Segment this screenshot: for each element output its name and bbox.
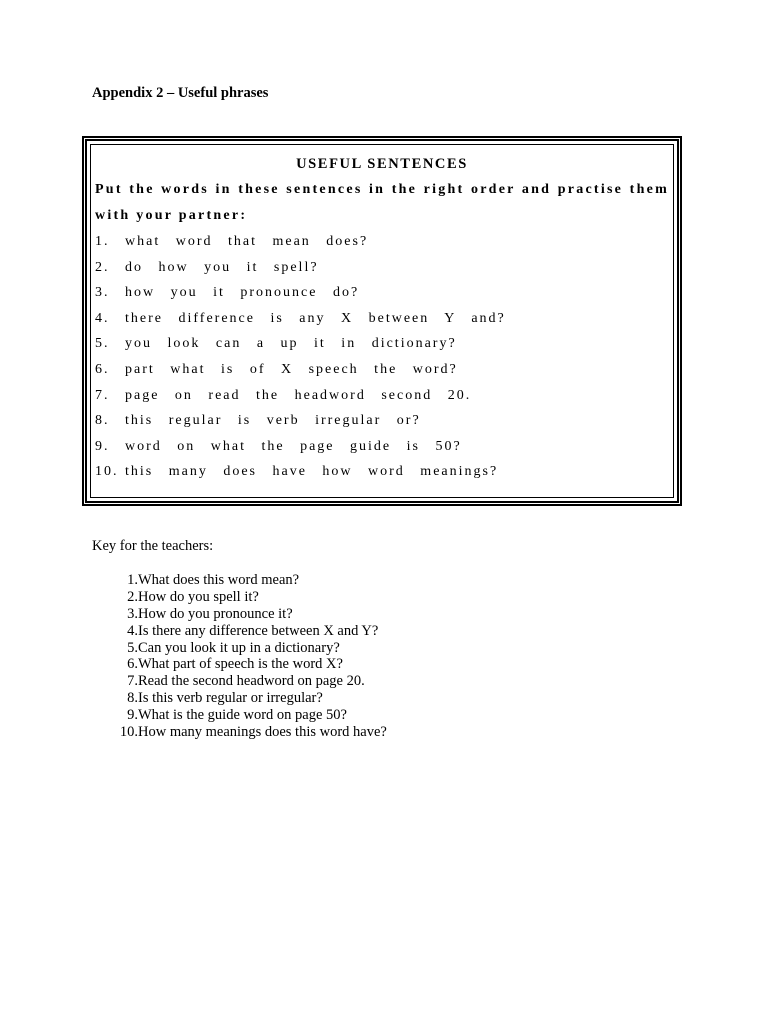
scrambled-sentence [95, 234, 506, 260]
item-text: Read the second headword on page 20. [138, 673, 365, 690]
instruction-line-2: with your partner: [95, 208, 248, 223]
item-text: Is this verb regular or irregular? [138, 690, 323, 707]
item-text: Can you look it up in a dictionary? [138, 639, 340, 656]
item-number: 3. [95, 285, 110, 301]
item-number: 4. [127, 622, 138, 639]
item-number: 6. [127, 656, 138, 673]
scrambled-sentence [95, 413, 506, 439]
item-text: Is there any difference between X and Y? [138, 622, 379, 639]
item-number: 10. [95, 464, 119, 480]
item-text: How do you pronounce it? [138, 605, 293, 622]
item-text: What part of speech is the word X? [138, 656, 343, 673]
scrambled-sentence [95, 311, 506, 337]
item-text: what word that mean does? [125, 234, 369, 249]
item-number: 3. [127, 605, 138, 622]
useful-sentences-box [82, 136, 682, 506]
item-text: there difference is any X between Y and? [125, 310, 506, 326]
scrambled-sentence [95, 464, 506, 490]
page-title: Appendix 2 – Useful phrases [92, 85, 269, 101]
item-number: 8. [95, 413, 110, 429]
item-number: 2. [95, 259, 110, 275]
answer-key-list [112, 572, 387, 741]
item-text: How do you spell it? [138, 588, 259, 605]
instruction-line-1: Put the words in these sentences in the right order and practise them [95, 182, 669, 197]
answer-key-item [112, 707, 387, 724]
item-number: 10. [119, 724, 138, 741]
item-text: word on what the page guide is 50? [125, 438, 462, 454]
item-number: 1. [127, 572, 138, 588]
answer-key-item [112, 724, 387, 741]
item-text: this regular is verb irregular or? [125, 413, 421, 429]
scrambled-sentence [95, 260, 506, 286]
item-number: 4. [95, 310, 110, 326]
answer-key-item [112, 589, 387, 606]
scrambled-sentence [95, 439, 506, 465]
answer-key-item [112, 656, 387, 673]
key-label: Key for the teachers: [92, 538, 214, 554]
item-text: this many does have how word meanings? [125, 464, 499, 480]
scrambled-sentence [95, 388, 506, 414]
item-text: page on read the headword second 20. [125, 387, 472, 403]
item-text: What is the guide word on page 50? [138, 707, 347, 724]
item-text: do how you it spell? [125, 259, 319, 275]
useful-sentences-box-inner [90, 144, 674, 498]
item-text: part what is of X speech the word? [125, 361, 458, 377]
scrambled-sentence [95, 285, 506, 311]
item-number: 5. [95, 336, 110, 352]
item-number: 7. [95, 387, 110, 403]
item-text: What does this word mean? [138, 572, 300, 588]
scrambled-sentence [95, 362, 506, 388]
item-number: 6. [95, 361, 110, 377]
answer-key-item [112, 623, 387, 640]
answer-key-item [112, 640, 387, 657]
answer-key-item [112, 690, 387, 707]
item-text: How many meanings does this word have? [138, 724, 387, 741]
item-number: 1. [95, 234, 110, 249]
item-number: 8. [127, 690, 138, 707]
item-number: 9. [127, 707, 138, 724]
scrambled-sentence-list [95, 234, 506, 490]
item-number: 2. [127, 588, 138, 605]
answer-key-item [112, 606, 387, 623]
item-number: 9. [95, 438, 110, 454]
item-number: 5. [127, 639, 138, 656]
scrambled-sentence [95, 336, 506, 362]
item-number: 7. [127, 673, 138, 690]
box-heading: USEFUL SENTENCES [296, 156, 468, 172]
item-text: how you it pronounce do? [125, 285, 360, 301]
answer-key-item [112, 673, 387, 690]
answer-key-item [112, 572, 387, 589]
item-text: you look can a up it in dictionary? [125, 336, 457, 352]
